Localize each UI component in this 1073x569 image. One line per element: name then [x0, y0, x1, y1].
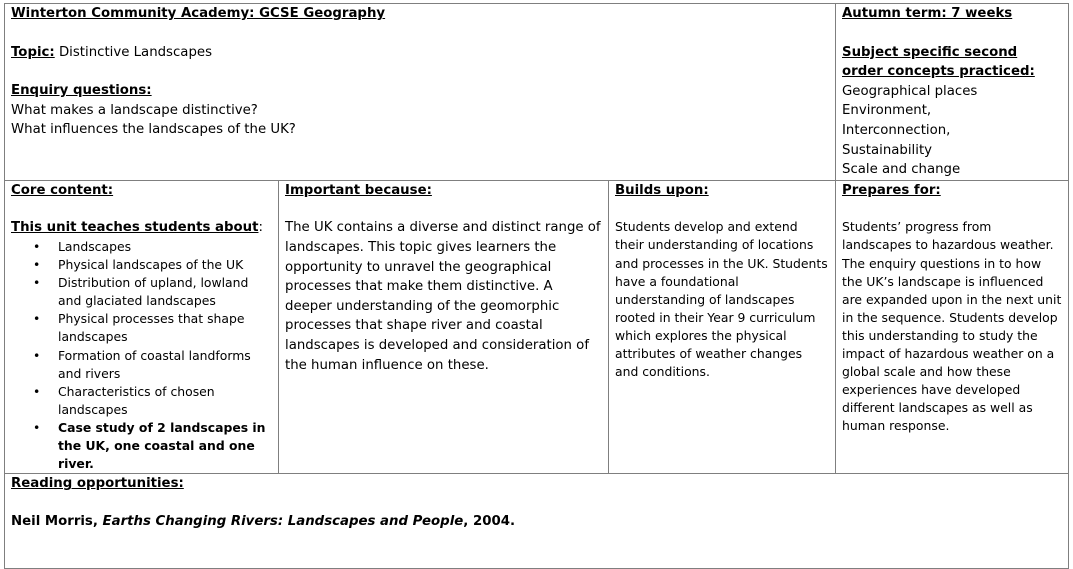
reading-cell [5, 474, 1069, 569]
list-item: • Distribution of upland, lowland and glaciated landscapes [33, 275, 249, 309]
bullet-icon: • [33, 419, 41, 435]
important-text: The UK contains a diverse and distinct range of landscapes. This topic gives learners the opportunity to unravel the geographical processes that make them distinctive. A deeper understanding of the geomorphic processes that shape river and coastal landscapes is developed and consideration of the human influence on these. [285, 220, 601, 373]
core-intro-line [11, 218, 272, 238]
bullet-icon: • [33, 311, 41, 327]
reading-heading: Reading opportunities: [11, 476, 184, 492]
topic-label: Topic: [11, 44, 55, 60]
list-item: • Formation of coastal landforms and rivers [33, 347, 251, 381]
term-cell [836, 4, 1069, 181]
enquiry-question: What makes a landscape distinctive? [11, 102, 258, 118]
prepares-text: Students’ progress from landscapes to hazardous weather. The enquiry questions in to how the UK’s landscape is influenced are expanded upon in the next unit in the sequence. Students develop this understanding to study the impact of hazardous weather on a global scale and how these experiences have developed different landscapes as well as human response. [842, 219, 1062, 434]
list-item: • Landscapes [33, 238, 272, 256]
list-item: • Physical processes that shape landscapes [33, 311, 245, 345]
bullet-icon: • [33, 347, 41, 363]
list-item: • Characteristics of chosen landscapes [33, 383, 215, 417]
enquiry-label: Enquiry questions: [11, 83, 152, 99]
school-title: Winterton Community Academy: GCSE Geography [11, 6, 386, 21]
reading-citation [11, 512, 1062, 532]
list-item: • Physical landscapes of the UK [33, 256, 272, 274]
bullet-icon: • [33, 275, 41, 291]
topic-line [11, 43, 829, 63]
term-label: Autumn term: 7 weeks [842, 6, 1013, 21]
concepts-label: Subject specific second order concepts practiced: [842, 44, 1035, 80]
core-content-cell [5, 180, 279, 473]
bullet-icon: • [33, 238, 41, 254]
important-cell [279, 180, 609, 473]
builds-text: Students develop and extend their understanding of locations and processes in the UK. Students have a foundational understanding of landscapes rooted in their Year 9 curriculum which explores the physical attributes of weather changes and conditions. [615, 219, 828, 380]
header-cell [5, 4, 836, 181]
prepares-cell [836, 180, 1069, 473]
topic-value: Distinctive Landscapes [54, 44, 212, 60]
core-heading: Core content: [11, 182, 114, 198]
prepares-heading: Prepares for: [842, 182, 941, 198]
reading-book-title: Earths Changing Rivers: Landscapes and People [102, 513, 464, 529]
core-list [11, 238, 272, 473]
curriculum-table [4, 3, 1069, 569]
concept-item: Geographical places [842, 83, 978, 99]
reading-year: , 2004. [463, 513, 516, 529]
bullet-icon: • [33, 383, 41, 399]
concept-item: Sustainability [842, 142, 933, 158]
list-item: • Case study of 2 landscapes in the UK, one coastal and one river. [33, 419, 266, 472]
builds-heading: Builds upon: [615, 182, 709, 198]
builds-cell [609, 180, 836, 473]
concept-item: Environment, [842, 103, 932, 119]
concept-item: Interconnection, [842, 122, 951, 138]
concept-item: Scale and change [842, 162, 961, 178]
reading-author: Neil Morris, [11, 513, 103, 529]
enquiry-question: What influences the landscapes of the UK? [11, 122, 296, 138]
core-intro-suffix: : [258, 220, 263, 236]
important-heading: Important because: [285, 182, 432, 198]
core-intro: This unit teaches students about [11, 220, 259, 236]
bullet-icon: • [33, 257, 41, 273]
